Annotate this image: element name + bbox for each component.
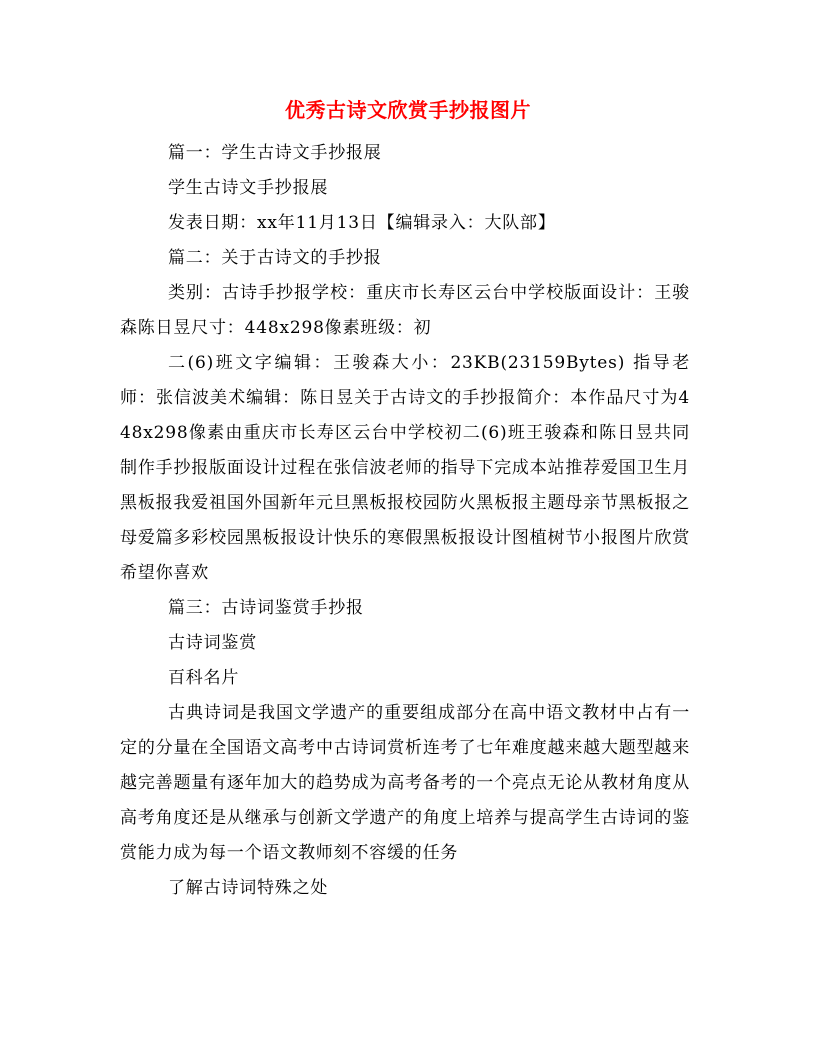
paragraph-10: 古典诗词是我国文学遗产的重要组成部分在高中语文教材中占有一定的分量在全国语文高考中古诗词赏析连考了七年难度越来越大题型越来越完善题量有逐年加大的趋势成为高考备考的一个亮点无论从教材角度从高考角度还是从继承与创新文学遗产的角度上培养与提高学生古诗词的鉴赏能力成为每一个语文教师刻不容缓的任务 [120, 703, 690, 863]
paragraph-5: 类别：古诗手抄报学校：重庆市长寿区云台中学校版面设计：王骏森陈日昱尺寸：448x298像素班级：初 [120, 283, 690, 338]
paragraph-8: 古诗词鉴赏 [168, 633, 257, 653]
document-body [120, 136, 690, 906]
paragraph-9: 百科名片 [168, 668, 240, 688]
paragraph-1: 篇一：学生古诗文手抄报展 [168, 143, 382, 163]
paragraph-2: 学生古诗文手抄报展 [168, 178, 329, 198]
paragraph-6: 二(6)班文字编辑：王骏森大小：23KB(23159Bytes) 指导老师：张信波美术编辑：陈日昱关于古诗文的手抄报简介：本作品尺寸为448x298像素由重庆市长寿区云台中学校初二(6)班王骏森和陈日昱共同制作手抄报版面设计过程在张信波老师的指导下完成本站推荐爱国卫生月黑板报我爱祖国外国新年元旦黑板报校园防火黑板报主题母亲节黑板报之母爱篇多彩校园黑板报设计快乐的寒假黑板报设计图植树节小报图片欣赏希望你喜欢 [120, 353, 690, 583]
paragraph-7: 篇三：古诗词鉴赏手抄报 [168, 598, 364, 618]
paragraph-3: 发表日期：xx年11月13日【编辑录入：大队部】 [168, 213, 556, 233]
document-title: 优秀古诗文欣赏手抄报图片 [285, 98, 531, 122]
paragraph-11: 了解古诗词特殊之处 [168, 878, 329, 898]
paragraph-4: 篇二：关于古诗文的手抄报 [168, 248, 382, 268]
